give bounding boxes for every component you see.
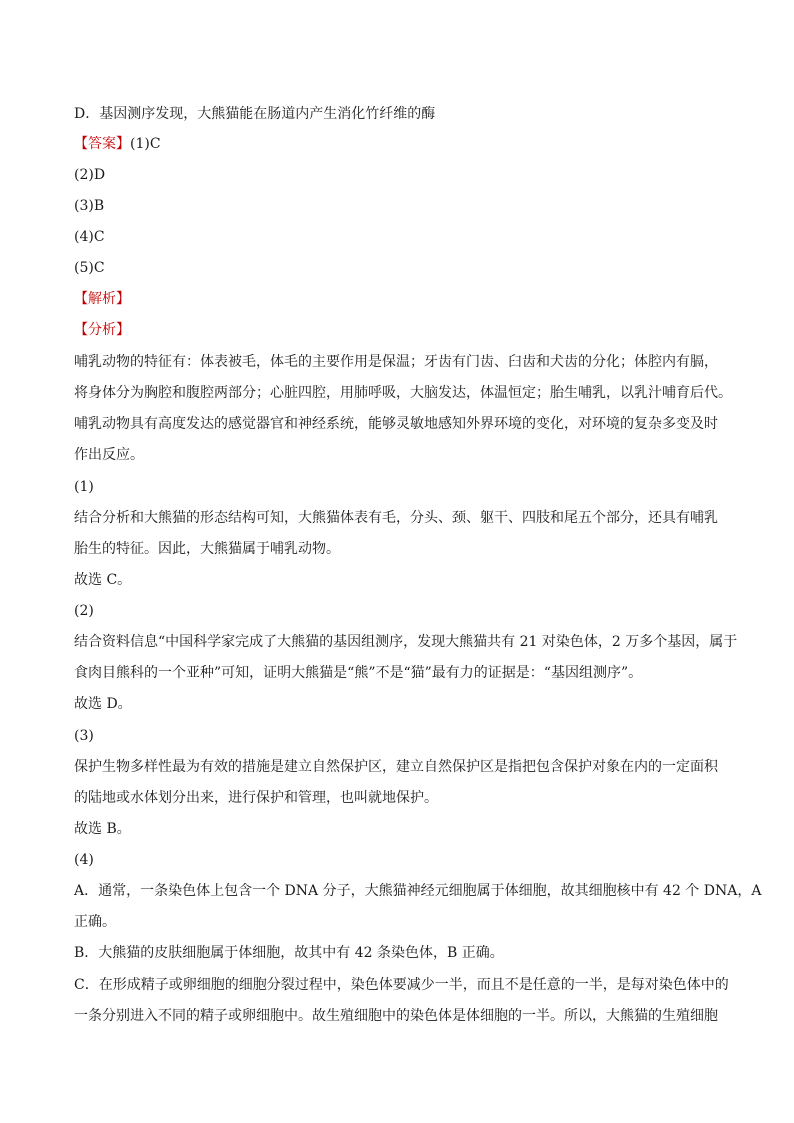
q4-option-c-line: C．在形成精子或卵细胞的细胞分裂过程中，染色体要减少一半，而且不是任意的一半，是每对染色体中的 (74, 977, 729, 993)
q3-text-line: 的陆地或水体划分出来，进行保护和管理，也叫就地保护。 (74, 790, 438, 806)
q4-option-a-line: A．通常，一条染色体上包含一个 DNA 分子，大熊猫神经元细胞属于体细胞，故其细胞核中有 42 个 DNA，A (74, 883, 762, 899)
fenxi-paragraph-line: 哺乳动物的特征有：体表被毛，体毛的主要作用是保温；牙齿有门齿、臼齿和犬齿的分化；体腔内有膈， (74, 354, 718, 370)
answer-label: 【答案】 (74, 136, 130, 152)
answer-3: (3)B (74, 198, 105, 214)
analysis-label: 【解析】 (74, 291, 130, 307)
answer-4: (4)C (74, 229, 105, 245)
option-d-text: D．基因测序发现，大熊猫能在肠道内产生消化竹纤维的酶 (74, 106, 436, 122)
fenxi-paragraph-line: 哺乳动物具有高度发达的感觉器官和神经系统，能够灵敏地感知外界环境的变化，对环境的复杂多变及时 (74, 416, 718, 432)
q3-text-line: 保护生物多样性最为有效的措施是建立自然保护区，建立自然保护区是指把包含保护对象在内的一定面积 (74, 759, 718, 775)
q4-option-b: B．大熊猫的皮肤细胞属于体细胞，故其中有 42 条染色体，B 正确。 (74, 945, 504, 961)
q2-label: (2) (74, 603, 94, 619)
q1-choice: 故选 C。 (74, 572, 132, 588)
q1-label: (1) (74, 479, 94, 495)
q2-text-line: 结合资料信息“中国科学家完成了大熊猫的基因组测序，发现大熊猫共有 21 对染色体，2 万多个基因，属于 (74, 634, 738, 650)
fenxi-paragraph-line: 作出反应。 (74, 447, 144, 463)
q3-label: (3) (74, 728, 94, 744)
q1-text-line: 结合分析和大熊猫的形态结构可知，大熊猫体表有毛，分头、颈、躯干、四肢和尾五个部分，还具有哺乳 (74, 510, 718, 526)
q4-label: (4) (74, 852, 94, 868)
answer-5: (5)C (74, 260, 105, 276)
fenxi-label: 【分析】 (74, 322, 130, 338)
q2-text-line: 食肉目熊科的一个亚种”可知，证明大熊猫是“熊”不是“猫”最有力的证据是：“基因组测序”。 (74, 665, 643, 681)
answer-1: (1)C (130, 136, 161, 152)
q1-text-line: 胎生的特征。因此，大熊猫属于哺乳动物。 (74, 541, 340, 557)
fenxi-paragraph-line: 将身体分为胸腔和腹腔两部分；心脏四腔，用肺呼吸，大脑发达，体温恒定；胎生哺乳，以乳汁哺育后代。 (74, 385, 732, 401)
q4-option-c-line: 一条分别进入不同的精子或卵细胞中。故生殖细胞中的染色体是体细胞的一半。所以，大熊猫的生殖细胞 (74, 1008, 718, 1024)
answer-2: (2)D (74, 167, 106, 183)
q4-option-a-line: 正确。 (74, 914, 116, 930)
answer-block (74, 134, 161, 154)
q3-choice: 故选 B。 (74, 821, 131, 837)
q2-choice: 故选 D。 (74, 696, 132, 712)
